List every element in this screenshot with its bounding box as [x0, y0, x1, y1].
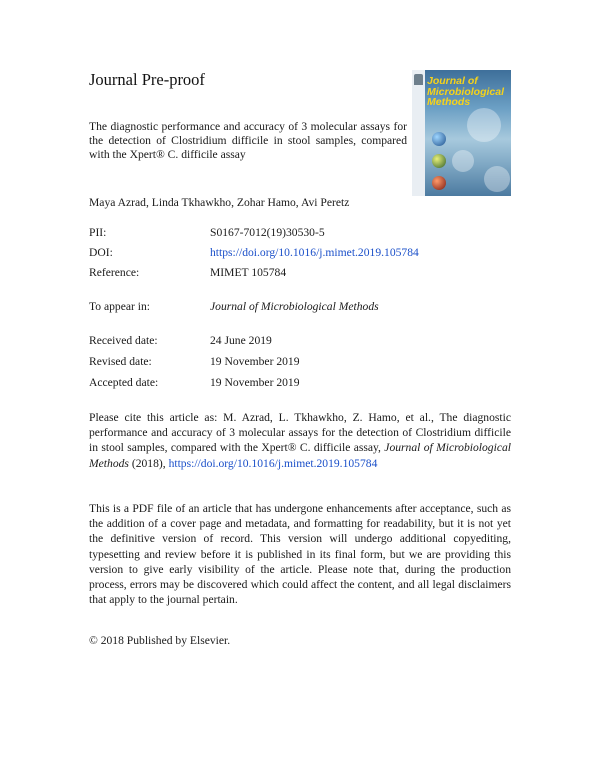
cover-microbe-blue-icon: [432, 132, 446, 146]
meta-value-accepted: 19 November 2019: [210, 376, 300, 389]
meta-value-received: 24 June 2019: [210, 334, 272, 347]
cover-bubble-decoration: [484, 166, 510, 192]
cover-title-line-3: Methods: [427, 96, 471, 108]
citation-paragraph: [89, 410, 511, 471]
pre-proof-notice: This is a PDF file of an article that has undergone enhancements after acceptance, such as the addition of a cover page and metadata, and formatting for readability, but it is not yet the definitive version of record. This version will undergo additional copyediting, typesetting and review before it is published in its final form, but we are providing this version to give early visibility of the article. Please note that, during the production process, errors may be discovered which could affect the content, and all legal disclaimers that apply to the journal pertain.: [89, 502, 511, 607]
meta-label-pii: PII:: [89, 226, 107, 239]
meta-value-journal: Journal of Microbiological Methods: [210, 300, 379, 313]
cover-title-line-2: Microbiological: [427, 85, 505, 98]
citation-text: Please cite this article as: M. Azrad, L. Tkhawkho, Z. Hamo, et al., The diagnostic performance and accuracy of 3 molecular assays for the detection of Clostridium difficile in stool samples, compared with the Xpert® C. difficile assay,: [89, 411, 511, 455]
cover-strip: [412, 70, 425, 196]
elsevier-logo-icon: [414, 74, 423, 85]
citation-doi-link[interactable]: https://doi.org/10.1016/j.mimet.2019.105784: [168, 456, 378, 470]
cover-title: [427, 76, 511, 108]
citation-year: (2018),: [131, 456, 166, 470]
meta-value-revised: 19 November 2019: [210, 355, 300, 368]
meta-label-to-appear-in: To appear in:: [89, 300, 150, 313]
meta-label-revised: Revised date:: [89, 355, 152, 368]
cover-bubble-decoration: [467, 108, 501, 142]
cover-microbe-red-icon: [432, 176, 446, 190]
journal-pre-proof-label: Journal Pre-proof: [89, 70, 205, 89]
meta-label-accepted: Accepted date:: [89, 376, 159, 389]
authors: Maya Azrad, Linda Tkhawkho, Zohar Hamo, Avi Peretz: [89, 196, 350, 209]
cover-bubble-decoration: [452, 150, 474, 172]
meta-label-doi: DOI:: [89, 246, 113, 259]
journal-cover-image: [412, 70, 511, 196]
meta-value-reference: MIMET 105784: [210, 266, 287, 279]
citation-journal: Journal of Microbiological Methods: [89, 441, 511, 470]
cover-title-line-1: Journal of: [427, 75, 478, 87]
cover-microbe-green-icon: [432, 154, 446, 168]
meta-label-reference: Reference:: [89, 266, 140, 279]
meta-label-received: Received date:: [89, 334, 158, 347]
doi-link[interactable]: https://doi.org/10.1016/j.mimet.2019.105784: [210, 246, 419, 259]
article-title: The diagnostic performance and accuracy of 3 molecular assays for the detection of Clostridium difficile in stool samples, compared with the Xpert® C. difficile assay: [89, 120, 407, 162]
meta-value-pii: S0167-7012(19)30530-5: [210, 226, 325, 239]
copyright-line: © 2018 Published by Elsevier.: [89, 634, 231, 647]
